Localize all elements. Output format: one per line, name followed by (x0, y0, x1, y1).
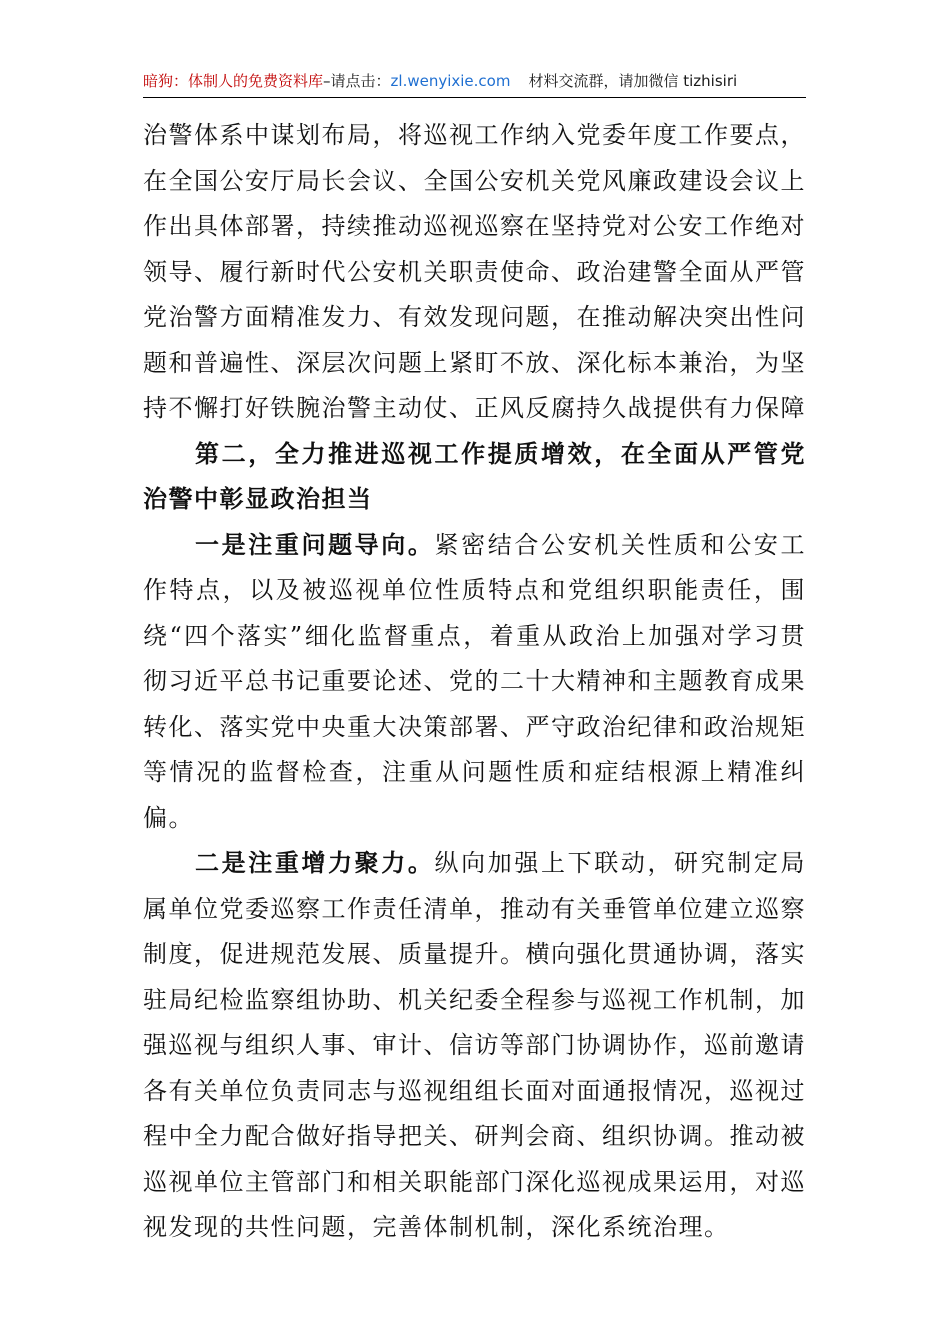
header-wechat-group: 材料交流群，请加微信 tizhisiri (528, 72, 738, 90)
header-prompt: –请点击： (323, 72, 391, 90)
section-heading: 第二，全力推进巡视工作提质增效，在全面从严管党治警中彰显政治担当 (143, 439, 806, 513)
point-2-text: 纵向加强上下联动，研究制定局属单位党委巡察工作责任清单，推动有关垂管单位建立巡察制度，促进规范发展、质量提升。横向强化贯通协调，落实驻局纪检监察组协助、机关纪委全程参与巡视工作机制，加强巡视与组织人事、审计、信访等部门协调协作，巡前邀请各有关单位负责同志与巡视组组长面对面通报情况，巡视过程中全力配合做好指导把关、研判会商、组织协调。推动被巡视单位主管部门和相关职能部门深化巡视成果运用，对巡视发现的共性问题，完善体制机制，深化系统治理。 (143, 849, 807, 1241)
header-brand: 暗狗：体制人的免费资料库 (143, 72, 324, 90)
point-1-text: 紧密结合公安机关性质和公安工作特点，以及被巡视单位性质特点和党组织职能责任，围绕“四个落实”细化监督重点，着重从政治上加强对学习贯彻习近平总书记重要论述、党的二十大精神和主题教育成果转化、落实党中央重大决策部署、严守政治纪律和政治规矩等情况的监督检查，注重从问题性质和症结根源上精准纠偏。 (143, 530, 807, 832)
document-body (143, 113, 806, 1251)
point-1-lead: 一是注重问题导向。 (195, 530, 435, 559)
header-divider (143, 97, 806, 98)
intro-paragraph: 治警体系中谋划布局，将巡视工作纳入党委年度工作要点，在全国公安厅局长会议、全国公安机关党风廉政建设会议上作出具体部署，持续推动巡视巡察在坚持党对公安工作绝对领导、履行新时代公安机关职责使命、政治建警全面从严管党治警方面精准发力、有效发现问题，在推动解决突出性问题和普遍性、深层次问题上紧盯不放、深化标本兼治，为坚持不懈打好铁腕治警主动仗、正风反腐持久战提供有力保障 (143, 121, 806, 422)
point-1-paragraph (143, 523, 806, 842)
header-url-link[interactable]: zl.wenyixie.com (390, 72, 511, 90)
point-2-lead: 二是注重增力聚力。 (195, 849, 435, 877)
page-header (143, 66, 806, 96)
point-2-paragraph (143, 841, 806, 1251)
